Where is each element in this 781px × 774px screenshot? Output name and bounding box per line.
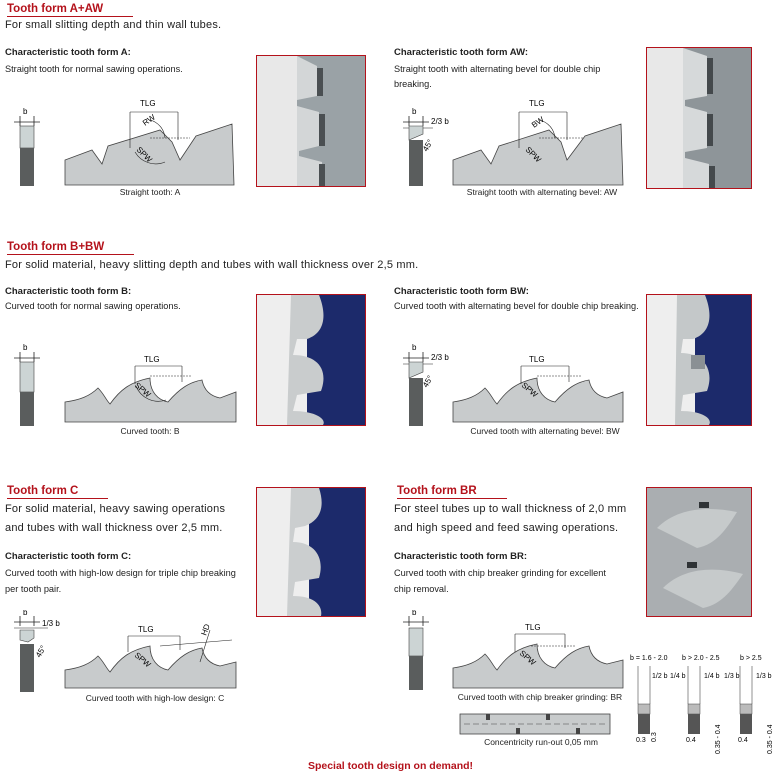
br-detail-1-frac1: 1/2 b [652, 673, 668, 680]
br-detail-3-frac2: 1/3 b [756, 673, 772, 680]
section-title-b-bw: Tooth form B+BW [7, 240, 134, 255]
label-tlg-c: TLG [138, 625, 154, 634]
saw-teeth-c [65, 646, 236, 688]
char-title-bw: Characteristic tooth form BW: [394, 286, 529, 297]
tooth-diagram-c [0, 610, 250, 695]
tooth-diagram-br [395, 610, 640, 692]
label-b-br: b [412, 610, 417, 617]
concentricity-diagram [456, 710, 616, 736]
char-desc-c-1: Curved tooth with high-low design for triple chip breaking [5, 568, 236, 578]
char-desc-aw-1: Straight tooth with alternating bevel for double chip [394, 64, 601, 74]
saw-teeth-br [453, 644, 623, 688]
tooth-diagram-a [0, 90, 250, 190]
caption-a: Straight tooth: A [119, 187, 181, 197]
br-detail-2-dim1: 0.4 [686, 737, 696, 744]
photo-tooth-b [256, 294, 366, 426]
section-desc-br-1: For steel tubes up to wall thickness of 2,0 mm [394, 503, 627, 515]
tooth-diagram-aw [395, 90, 635, 190]
label-angle-bw: 45° [420, 374, 435, 389]
section-desc-c-2: and tubes with wall thickness over 2,5 mm. [5, 522, 223, 534]
char-desc-br-1: Curved tooth with chip breaker grinding for excellent [394, 568, 606, 578]
label-b-c: b [23, 610, 28, 617]
caption-c: Curved tooth with high-low design: C [85, 693, 225, 703]
label-spw-c: SPW [132, 650, 153, 670]
label-frac-aw: 2/3 b [431, 117, 449, 126]
section-title-a-aw: Tooth form A+AW [7, 2, 133, 17]
br-detail-3-dim1: 0.4 [738, 737, 748, 744]
br-detail-1 [630, 655, 686, 744]
caption-aw: Straight tooth with alternating bevel: AW [466, 187, 618, 197]
section-desc-b-bw: For solid material, heavy slitting depth and tubes with wall thickness over 2,5 mm. [5, 259, 419, 271]
caption-bw: Curved tooth with alternating bevel: BW [470, 426, 620, 436]
label-bw-aw: BW [529, 114, 546, 130]
char-title-b: Characteristic tooth form B: [5, 286, 132, 297]
label-frac-c: 1/3 b [42, 619, 60, 628]
photo-tooth-c [256, 487, 366, 617]
br-detail-2-range: b > 2.0 - 2.5 [682, 655, 720, 662]
label-spw-aw: SPW [523, 145, 543, 165]
label-angle-c: 45° [33, 644, 48, 659]
footer-note: Special tooth design on demand! [307, 760, 474, 772]
label-tlg: TLG [140, 99, 156, 108]
br-detail-1-dim1: 0.3 [636, 737, 646, 744]
char-desc-b: Curved tooth for normal sawing operations. [5, 301, 181, 311]
label-b: b [23, 107, 28, 116]
section-desc-a-aw: For small slitting depth and thin wall tubes. [5, 19, 222, 31]
br-detail-2-dim2: 0.35 - 0.4 [715, 724, 722, 754]
label-angle-aw: 45° [420, 138, 435, 153]
char-title-aw: Characteristic tooth form AW: [394, 47, 529, 58]
tooth-diagram-b [0, 330, 250, 430]
tooth-diagram-bw [395, 330, 640, 430]
br-detail-diagrams [628, 650, 781, 760]
br-detail-3-range: b > 2.5 [740, 655, 762, 662]
char-desc-bw: Curved tooth with alternating bevel for double chip breaking. [394, 301, 639, 311]
char-title-a: Characteristic tooth form A: [5, 47, 131, 58]
char-desc-br-2: chip removal. [394, 584, 449, 594]
label-frac-bw: 2/3 b [431, 353, 449, 362]
section-desc-br-2: and high speed and feed sawing operations. [394, 522, 619, 534]
caption-concentricity: Concentricity run-out 0,05 mm [484, 737, 598, 747]
label-b-aw: b [412, 107, 417, 116]
saw-teeth-bw [453, 378, 623, 422]
br-detail-2-frac1: 1/4 b [704, 673, 720, 680]
label-tlg-b: TLG [144, 355, 160, 364]
section-title-c: Tooth form C [7, 484, 108, 499]
label-tlg-bw: TLG [529, 355, 545, 364]
label-rw: RW [140, 112, 157, 128]
br-detail-1-range: b = 1.6 - 2.0 [630, 655, 668, 662]
section-title-br: Tooth form BR [397, 484, 507, 499]
char-desc-c-2: per tooth pair. [5, 584, 62, 594]
char-title-c: Characteristic tooth form C: [5, 551, 132, 562]
label-spw-bw: SPW [519, 380, 540, 400]
label-spw-br: SPW [517, 648, 538, 668]
caption-b: Curved tooth: B [120, 426, 180, 436]
br-detail-1-frac2: 1/4 b [670, 673, 686, 680]
caption-br: Curved tooth with chip breaker grinding: BR [457, 692, 623, 702]
br-detail-3 [724, 655, 774, 754]
label-b-bw: b [412, 343, 417, 352]
blade-profile-a [14, 116, 40, 186]
photo-tooth-bw [646, 294, 752, 426]
char-desc-a: Straight tooth for normal sawing operations. [5, 64, 183, 74]
br-detail-3-frac1: 1/3 b [724, 673, 740, 680]
photo-tooth-aw [646, 47, 752, 189]
label-spw: SPW [134, 145, 154, 165]
label-tlg-br: TLG [525, 623, 541, 632]
char-desc-aw-2: breaking. [394, 79, 432, 89]
label-hd-c: HD [199, 622, 212, 637]
br-detail-3-dim2: 0.35 - 0.4 [767, 724, 774, 754]
label-tlg-aw: TLG [529, 99, 545, 108]
photo-tooth-br [646, 487, 752, 617]
photo-tooth-a [256, 55, 366, 187]
br-detail-1-dim2: 0.3 [651, 732, 658, 742]
label-spw-b: SPW [132, 380, 153, 400]
char-title-br: Characteristic tooth form BR: [394, 551, 528, 562]
section-desc-c-1: For solid material, heavy sawing operations [5, 503, 226, 515]
label-b-b: b [23, 343, 28, 352]
br-detail-2 [682, 655, 722, 754]
